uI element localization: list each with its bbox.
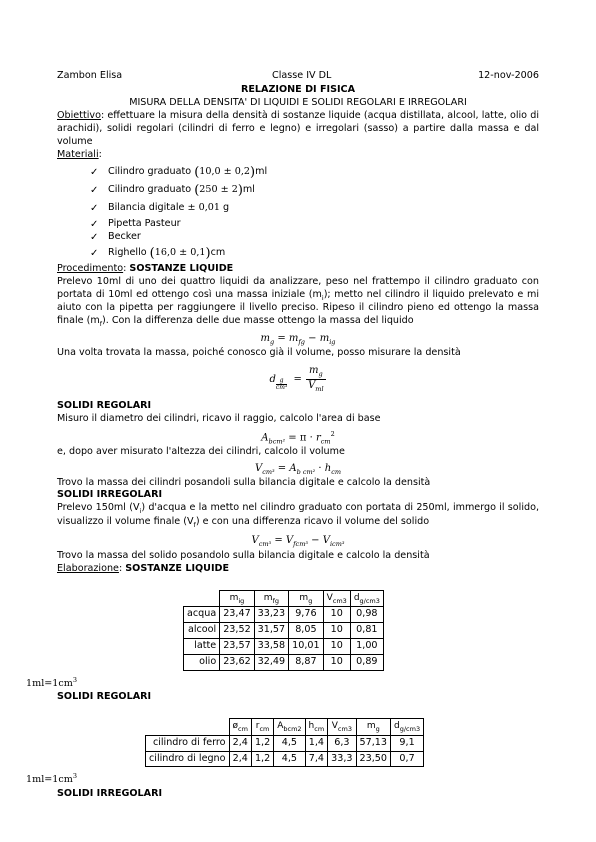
table-cell: 23,57 (220, 639, 254, 655)
elab-regular-heading: SOLIDI REGOLARI (57, 691, 152, 703)
col-area (274, 719, 305, 736)
table-cell: 0,89 (350, 655, 383, 671)
header-sub: ig (238, 596, 245, 605)
col-radius (251, 719, 273, 736)
table-cell: 0,81 (350, 623, 383, 639)
col-density (391, 719, 424, 736)
table-row (184, 639, 384, 655)
liquids-paragraph (57, 276, 539, 329)
material-text: ✓ Righello (108, 247, 147, 259)
col-mass (356, 719, 390, 736)
material-text: ✓ Bilancia digitale (108, 202, 185, 214)
class-name: Classe IV DL (272, 70, 332, 81)
report-page (26, 70, 539, 801)
area-formula: $A_{bcm^2} = \pi \cdot r_{cm}^2$ (261, 429, 335, 445)
col-mf (254, 590, 288, 607)
text-sub: f (193, 520, 196, 529)
table-cell: 9,76 (289, 607, 323, 623)
density-formula: d g cm³ = $\frac{m_g}{V_{ml}}$ (57, 360, 539, 400)
material-text: ✓ Cilindro graduato (108, 184, 192, 196)
table-cell: 10 (323, 623, 350, 639)
row-label: latte (184, 639, 220, 655)
header-sub: fg (272, 596, 279, 605)
text-sub: f (99, 320, 103, 329)
unit-note-1 (26, 676, 539, 691)
report-date: 12-nov-2006 (478, 70, 539, 81)
header-text: m (299, 592, 309, 603)
table-cell: 2,4 (229, 751, 251, 767)
col-m (289, 590, 323, 607)
table-header-row (184, 590, 384, 607)
material-formula: 16,0 ± 0,1 (154, 247, 206, 259)
table-cell: 8,05 (289, 623, 323, 639)
report-subtitle: MISURA DELLA DENSITA' DI LIQUIDI E SOLIDI REGOLARI E IRREGOLARI (129, 96, 467, 108)
material-unit: g (223, 202, 230, 214)
col-diameter (229, 719, 251, 736)
note-sup: 3 (72, 675, 78, 684)
table-cell: 10,01 (289, 639, 323, 655)
col-height (305, 719, 328, 736)
table-cell: 7,4 (305, 751, 328, 767)
table-cell: 23,47 (220, 607, 254, 623)
elaboration-heading: Elaborazione: SOSTANZE LIQUIDE (57, 562, 230, 574)
table-cell: 1,00 (350, 639, 383, 655)
table-cell: 0,98 (350, 607, 383, 623)
header-text: m (229, 592, 239, 603)
header-sub: cm (259, 724, 270, 733)
table-row (146, 735, 424, 751)
table-cell: 9,1 (391, 735, 424, 751)
liquids-table (183, 590, 384, 671)
header-text: V (331, 721, 338, 731)
text-part: Prelevo 10ml di uno dei quattro liquidi da analizzare, peso nel frattempo il cilindro graduato con portata di 10ml ed ottengo così una massa iniziale (m (57, 275, 539, 300)
col-v (323, 590, 350, 607)
author-name: Zambon Elisa (57, 70, 123, 81)
material-item (90, 231, 539, 245)
density-intro: Una volta trovata la massa, poiché conosco già il volume, posso misurare la densità (57, 346, 461, 358)
material-item (90, 218, 539, 232)
table-cell: 4,5 (274, 751, 305, 767)
table-corner (146, 719, 230, 736)
elaboration-label: Elaborazione (57, 562, 119, 574)
irregular-text-2: Trovo la massa del solido posandolo sulla bilancia digitale e calcolo la densità (57, 549, 430, 561)
table-cell: 2,4 (229, 735, 251, 751)
mass-formula: $m_g = m_{fg} - m_{ig}$ (260, 332, 336, 346)
regular-text-1: Misuro il diametro dei cilindri, ricavo il raggio, calcolo l'area di base (57, 412, 381, 424)
header-sub: cm3 (332, 596, 347, 605)
header-text: d (353, 592, 360, 603)
col-mi (220, 590, 254, 607)
text-part: ); metto nel cilindro il liquido prelevato e mi aiuto con la pipetta per raggiungere il livello preciso. Ripeso il cilindro pieno ed ottengo la massa finale (m (57, 288, 539, 327)
table-cell: 6,3 (328, 735, 356, 751)
material-text: ✓ Pipetta Pasteur (108, 217, 181, 229)
header-sub: bcm2 (283, 724, 302, 733)
procedure-heading: Procedimento: SOSTANZE LIQUIDE (57, 262, 234, 274)
text-part: ) e con una differenza ricavo il volume del solido (195, 516, 430, 528)
header-sub: cm (238, 724, 248, 733)
table-cell: 4,5 (274, 735, 305, 751)
table-cell: 33,3 (328, 751, 356, 767)
header-sub: g/cm3 (399, 724, 421, 733)
col-d (350, 590, 383, 607)
header-sub: g (375, 724, 380, 733)
header-text: ø (232, 721, 239, 731)
table-cell: 31,57 (254, 623, 288, 639)
table-cell: 10 (323, 655, 350, 671)
header-text: h (308, 721, 315, 731)
header-text: A (277, 721, 284, 731)
header-sub: g/cm3 (359, 596, 380, 605)
table-row (184, 655, 384, 671)
table-cell: 57,13 (356, 735, 390, 751)
material-item: ✓ Cilindro graduato ( 10,0 ± 0,2 ) ml (90, 164, 539, 182)
header-text: m (263, 592, 273, 603)
header-text: m (366, 721, 376, 731)
liquids-heading: SOSTANZE LIQUIDE (129, 262, 234, 274)
table-cell: 23,50 (356, 751, 390, 767)
elab-liquids-heading: SOSTANZE LIQUIDE (125, 562, 230, 574)
text-sub: i (321, 293, 324, 302)
material-formula: 250 ± 2 (199, 184, 238, 196)
regular-text-2: e, dopo aver misurato l'altezza dei cilindri, calcolo il volume (57, 445, 345, 457)
table-row (184, 623, 384, 639)
material-formula: ± 0,01 (187, 202, 220, 214)
material-formula: 10,0 ± 0,2 (199, 166, 251, 178)
report-header (57, 70, 539, 84)
material-unit: ml (255, 166, 268, 178)
report-title: RELAZIONE DI FISICA (240, 84, 356, 95)
table-cell: 1,2 (251, 735, 273, 751)
header-text: V (326, 592, 333, 603)
material-item: ✓ Cilindro graduato ( 250 ± 2 ) ml (90, 182, 539, 200)
table-cell: 1,4 (305, 735, 328, 751)
table-cell: 8,87 (289, 655, 323, 671)
header-sub: cm (314, 724, 325, 733)
table-row (184, 607, 384, 623)
unit-note-2 (26, 772, 539, 787)
material-item: ✓ Righello ( 16,0 ± 0,1 ) cm (90, 245, 539, 263)
objective-text: : effettuare la misura della densità di sostanze liquide (acqua distillata, alcool, latte, olio di arachidi), solidi regolari (cilindri di ferro e legno) e irregolari (sasso) a partire dalla massa e dal volume (57, 109, 539, 147)
header-sub: cm3 (337, 724, 352, 733)
table-cell: 23,62 (220, 655, 254, 671)
material-text: ✓ Becker (108, 231, 141, 243)
row-label: olio (184, 655, 220, 671)
material-unit: ml (242, 184, 255, 196)
objective-paragraph (57, 110, 539, 149)
irregular-heading: SOLIDI IRREGOLARI (57, 489, 163, 501)
note-text: 1ml=1cm (26, 774, 73, 786)
volume-formula: $V_{cm^3} = A_{b cm^2} \cdot h_{cm}$ (254, 462, 342, 476)
irregular-paragraph (57, 502, 539, 529)
table-header-row (146, 719, 424, 736)
text-sub: i (139, 507, 142, 516)
table-cell: 33,58 (254, 639, 288, 655)
table-cell: 0,7 (391, 751, 424, 767)
header-text: d (394, 721, 400, 731)
regular-text-3: Trovo la massa dei cilindri posandoli sulla bilancia digitale e calcolo la densità (57, 476, 431, 488)
materials-list (90, 164, 539, 263)
table-cell: 10 (323, 639, 350, 655)
table-cell: 10 (323, 607, 350, 623)
header-sub: g (308, 596, 313, 605)
table-row (146, 751, 424, 767)
table-cell: 1,2 (251, 751, 273, 767)
row-label: alcool (184, 623, 220, 639)
materials-heading: Materiali: (57, 148, 102, 160)
col-volume (328, 719, 356, 736)
solid-volume-formula: $V_{cm^3} = V_{fcm^3} - V_{icm^3}$ (251, 534, 345, 548)
table-cell: 33,23 (254, 607, 288, 623)
material-text: ✓ Cilindro graduato (108, 166, 192, 178)
row-label: acqua (184, 607, 220, 623)
header-text: r (255, 721, 260, 731)
materials-label: Materiali (57, 148, 99, 160)
objective-label: Obiettivo (57, 109, 101, 121)
text-part: ). Con la differenza delle due masse ottengo la massa del liquido (102, 315, 414, 327)
text-part: ) d'acqua e la metto nel cilindro graduato con portata di 250ml, immergo il solido, visualizzo il volume finale (V (57, 502, 539, 528)
elab-irregular-heading: SOLIDI IRREGOLARI (57, 787, 163, 799)
material-unit: cm (210, 247, 226, 259)
note-text: 1ml=1cm (26, 678, 73, 690)
regular-heading: SOLIDI REGOLARI (57, 399, 152, 411)
regular-solids-table (145, 718, 424, 767)
row-label: cilindro di ferro (146, 735, 230, 751)
note-sup: 3 (72, 772, 78, 781)
table-corner (184, 590, 220, 607)
text-part: Prelevo 150ml (V (57, 502, 140, 514)
table-cell: 32,49 (254, 655, 288, 671)
row-label: cilindro di legno (146, 751, 230, 767)
procedure-label: Procedimento (57, 262, 124, 274)
material-item (90, 200, 539, 218)
table-cell: 23,52 (220, 623, 254, 639)
